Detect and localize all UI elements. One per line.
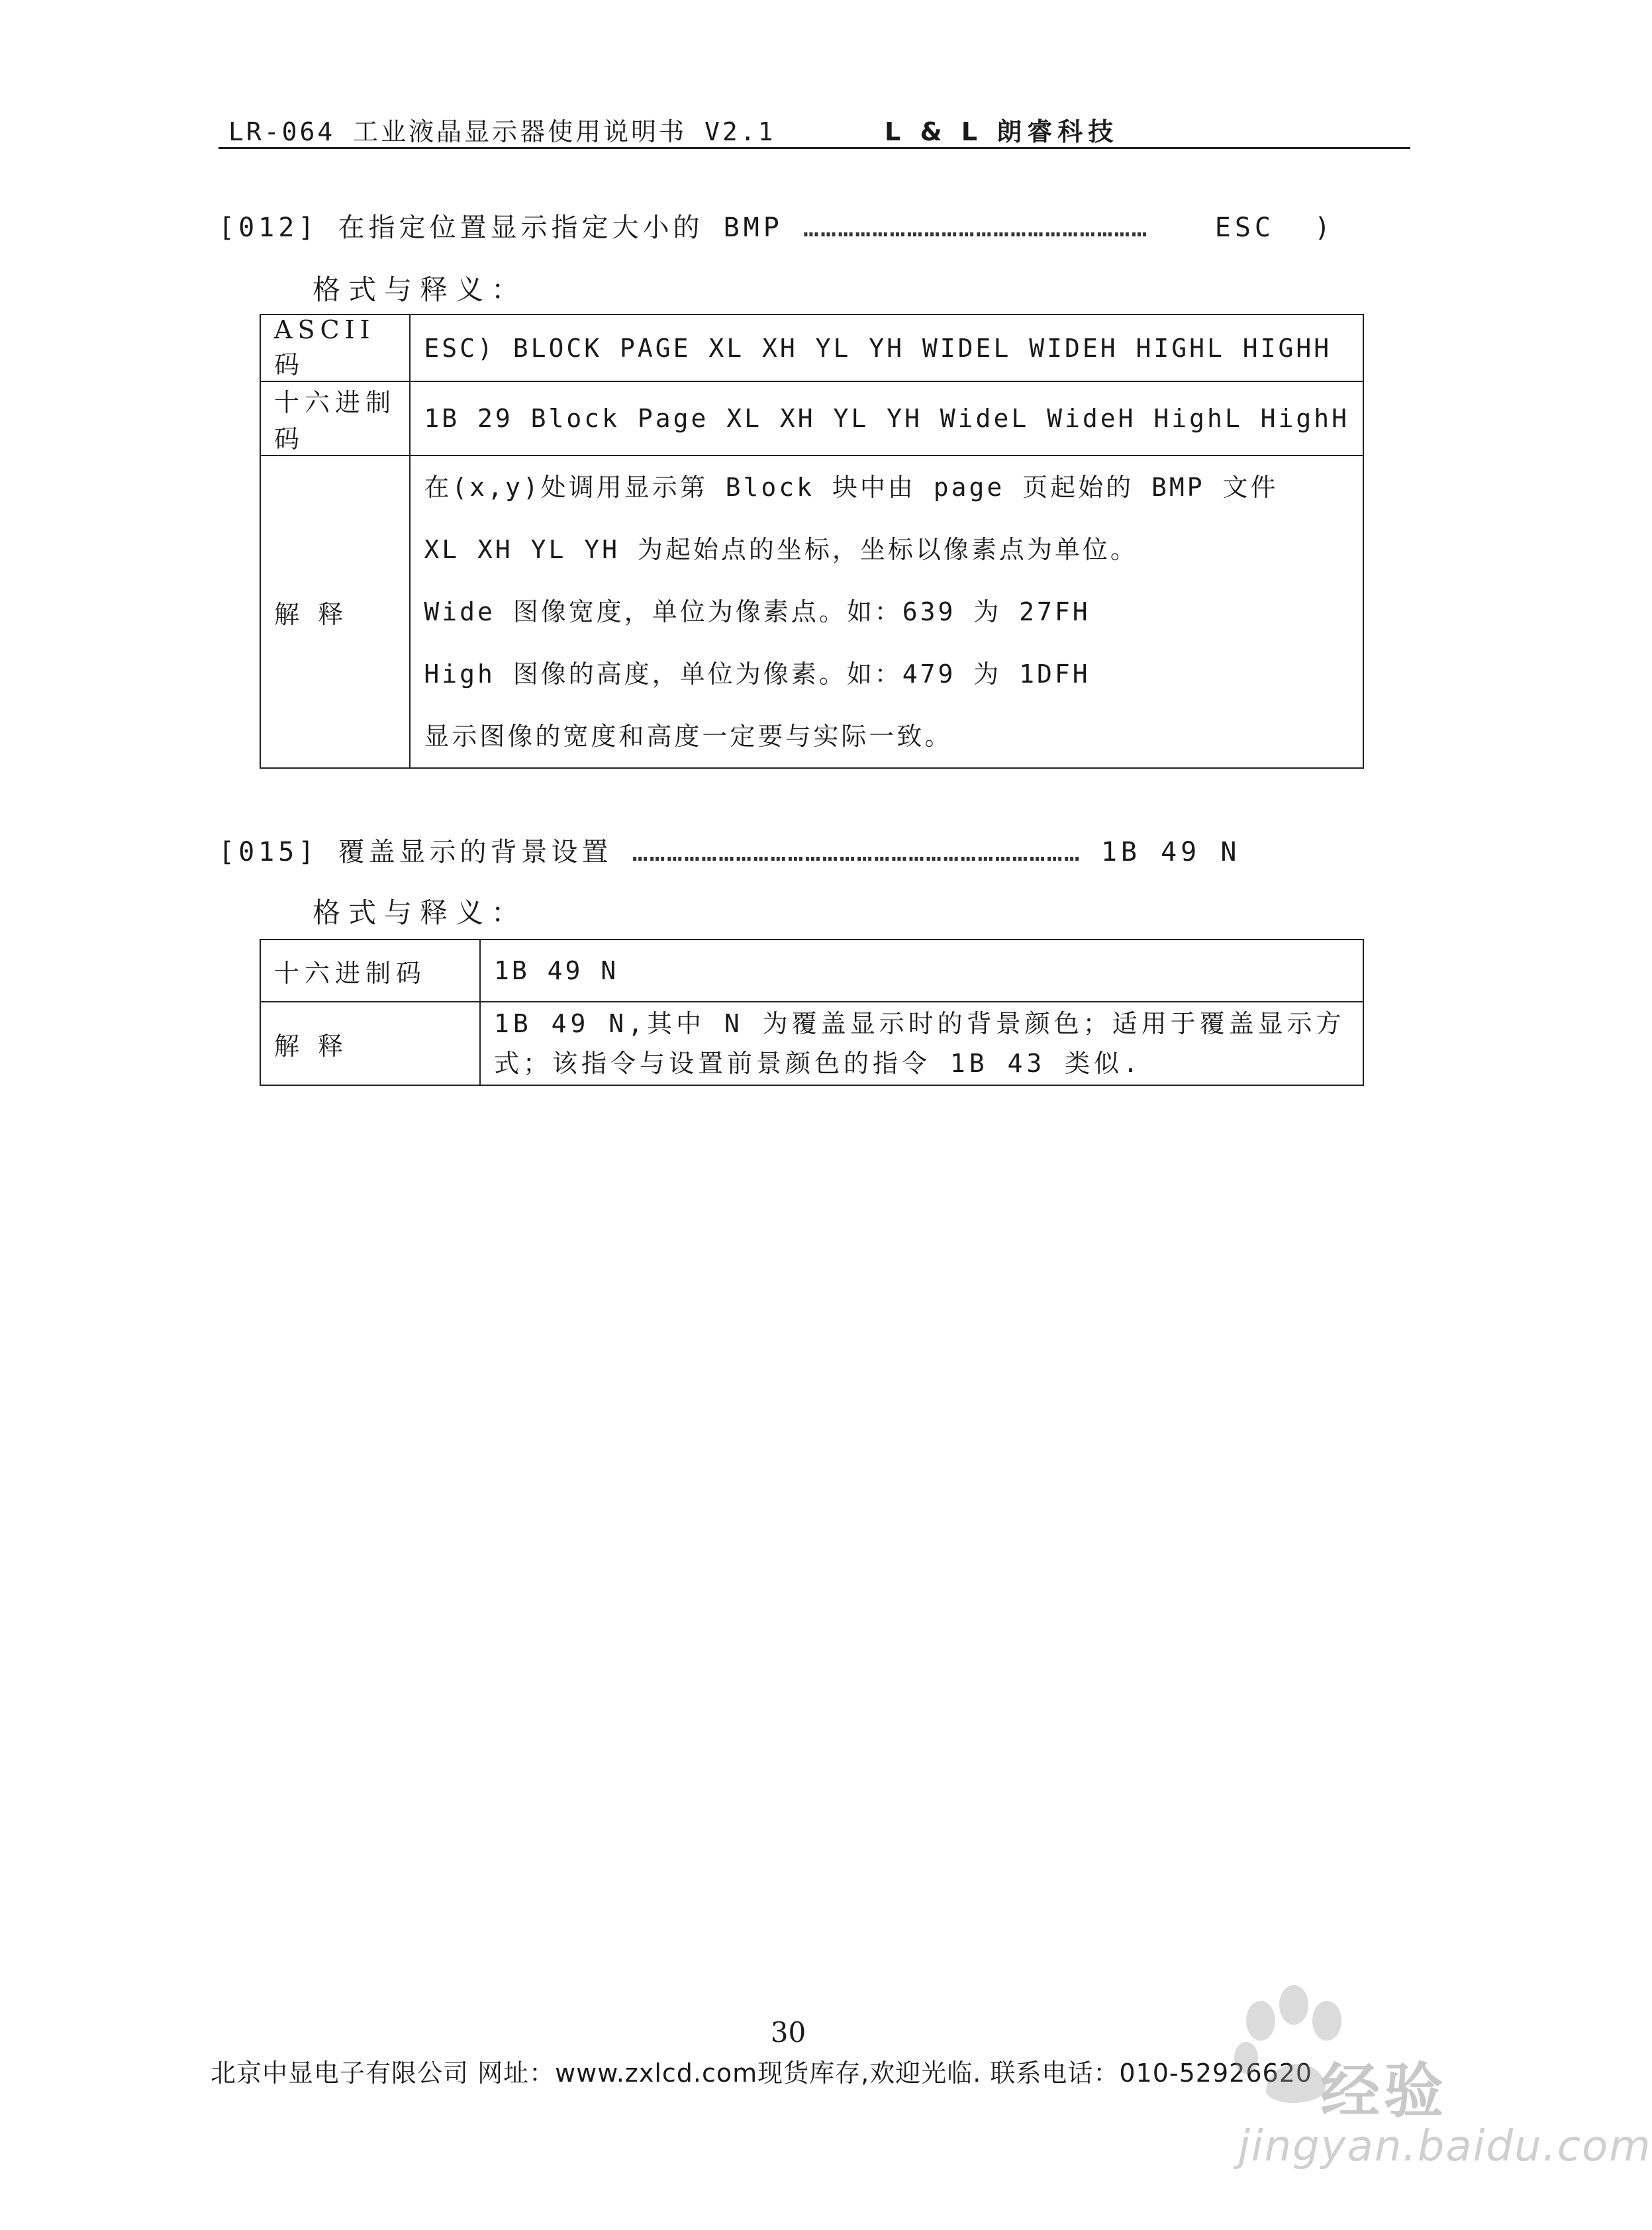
section-012-title: [012] 在指定位置显示指定大小的 BMP bbox=[219, 213, 783, 243]
row-value-hex: 1B 29 Block Page XL XH YL YH WideL WideH HighL HighH bbox=[410, 381, 1363, 456]
row-label-explain: 解 释 bbox=[260, 1002, 480, 1085]
section-012-subtitle: 格式与释义： bbox=[313, 273, 528, 306]
footer-contact: 北京中显电子有限公司 网址：www.zxlcd.com现货库存,欢迎光临. 联系电话：010-52926620 bbox=[211, 2059, 1313, 2088]
header-document-title: LR-064 工业液晶显示器使用说明书 V2.1 bbox=[228, 117, 776, 146]
explain-text: 1B 49 N,其中 N 为覆盖显示时的背景颜色；适用于覆盖显示方式；该指令与设置前景颜色的指令 1B 43 类似. bbox=[494, 1009, 1345, 1078]
section-012-heading bbox=[219, 207, 1334, 244]
table-row bbox=[260, 456, 1363, 768]
section-012-table bbox=[260, 314, 1364, 769]
explain-line: Wide 图像宽度，单位为像素点。如：639 为 27FH bbox=[424, 597, 1091, 626]
section-015-table bbox=[260, 939, 1364, 1086]
row-value-explain bbox=[410, 456, 1363, 768]
explain-line: 显示图像的宽度和高度一定要与实际一致。 bbox=[424, 722, 953, 751]
explain-line: High 图像的高度，单位为像素。如：479 为 1DFH bbox=[424, 659, 1091, 689]
section-015-heading bbox=[219, 831, 1240, 869]
row-label-hex: 十六进制码 bbox=[260, 940, 480, 1002]
table-row bbox=[260, 315, 1363, 381]
section-015-title: [015] 覆盖显示的背景设置 bbox=[219, 837, 612, 867]
watermark-text: 经验 bbox=[1320, 2057, 1447, 2126]
section-015-leader: …………………………………………………………………… bbox=[632, 837, 1081, 867]
watermark-url: jingyan.baidu.com bbox=[1238, 2122, 1652, 2171]
table-row bbox=[260, 1002, 1363, 1085]
page-number: 30 bbox=[770, 2016, 806, 2049]
row-value-hex: 1B 49 N bbox=[480, 940, 1363, 1002]
row-value-ascii: ESC) BLOCK PAGE XL XH YL YH WIDEL WIDEH HIGHL HIGHH bbox=[410, 315, 1363, 381]
explain-line: XL XH YL YH 为起始点的坐标，坐标以像素点为单位。 bbox=[424, 535, 1138, 564]
row-label-hex: 十六进制码 bbox=[260, 381, 410, 456]
table-row bbox=[260, 381, 1363, 456]
row-value-explain bbox=[480, 1002, 1363, 1085]
section-015-code: 1B 49 N bbox=[1100, 837, 1241, 867]
header-divider bbox=[219, 147, 1410, 149]
table-row bbox=[260, 940, 1363, 1002]
header-company-name: L & L 朗睿科技 bbox=[885, 117, 1119, 146]
section-012-code: ESC ) bbox=[1214, 213, 1335, 243]
section-012-leader: …………………………………………………… bbox=[802, 213, 1149, 243]
row-label-explain: 解 释 bbox=[260, 456, 410, 768]
explain-line: 在(x,y)处调用显示第 Block 块中由 page 页起始的 BMP 文件 bbox=[424, 473, 1279, 502]
row-label-ascii: ASCII 码 bbox=[260, 315, 410, 381]
section-015-subtitle: 格式与释义： bbox=[313, 897, 528, 929]
